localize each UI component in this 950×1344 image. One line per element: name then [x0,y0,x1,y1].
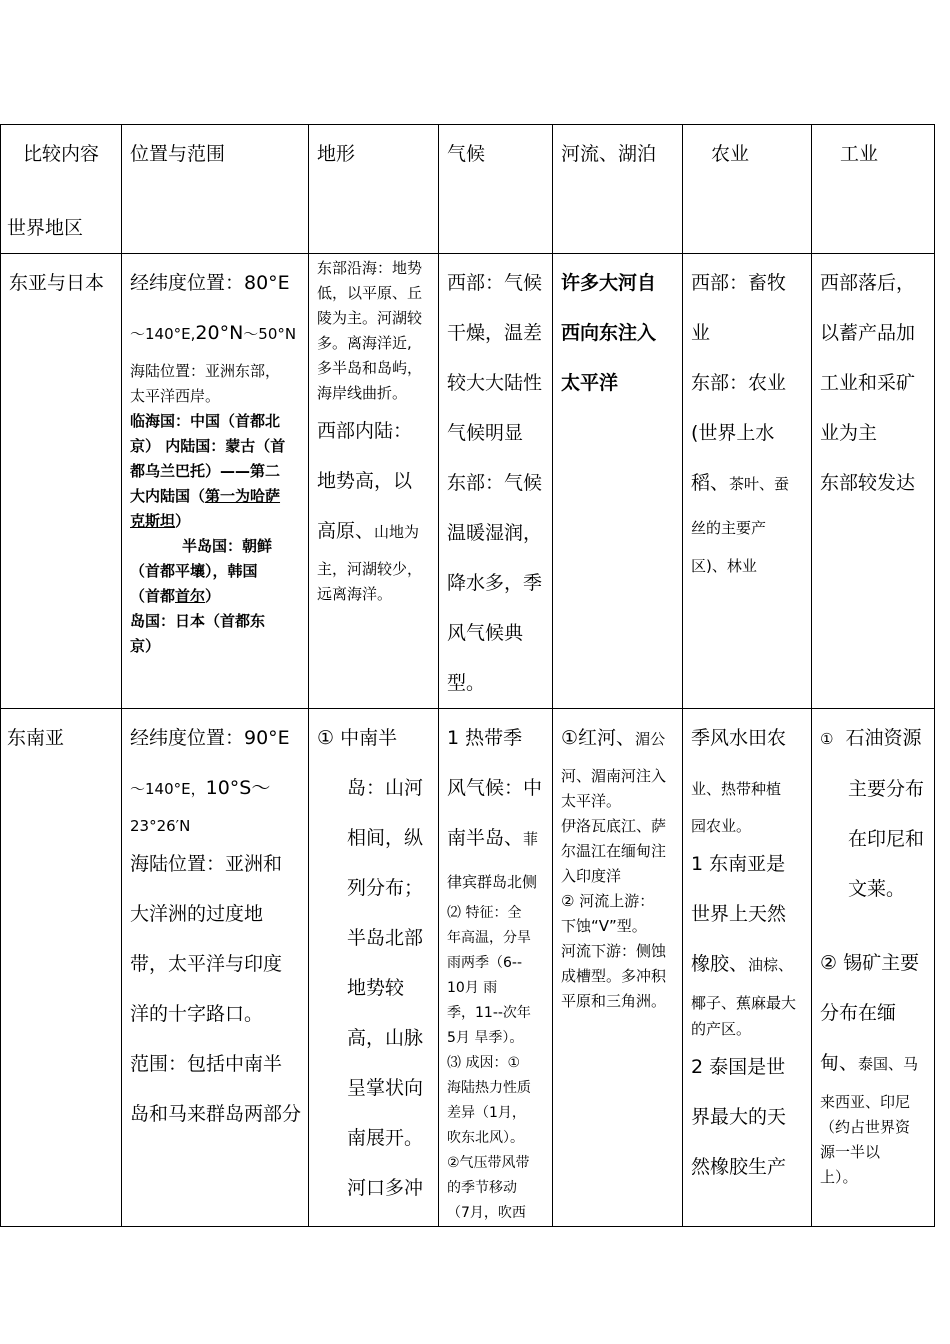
header-row [1,125,935,254]
location-cell [122,709,309,1227]
text-line: 西部落后， [820,272,916,294]
header-location-label: 位置与范围 [130,143,226,165]
coord-line: 经纬度位置：80°E [130,272,290,294]
text-line: 多。离海洋近, [317,334,412,352]
text-line: 稻、茶叶、蚕 [691,472,790,494]
text-line: 年高温，分旱 [447,930,531,946]
region-name: 东南亚 [7,727,65,749]
text-line: 来西亚、印尼 [820,1093,911,1111]
text-line: 海岸线曲折。 [317,384,408,402]
header-climate-label: 气候 [447,143,486,165]
text-line: 海陆热力性质 [447,1080,531,1096]
text-line: 上）。 [820,1168,858,1186]
text-line: ②气压带风带 [447,1155,530,1171]
text-line: 的季节移动 [447,1180,517,1196]
region-label: 世界地区 [7,217,84,239]
text-line: 律宾群岛北侧 [447,873,538,891]
text-line: 半岛北部 [347,927,424,949]
text-line: ⑶ 成因：① [447,1055,521,1071]
text-line: 岛：山河 [347,777,424,799]
text-line: 洋的十字路口。 [130,1003,264,1025]
text-line: 1 东南亚是 [691,853,786,875]
header-climate [439,125,553,254]
text-line: 降水多，季 [447,572,543,594]
text-line: 季风水田农 [691,727,787,749]
text-line: 世界上天然 [691,903,787,925]
text-line: 地势高，以 [317,470,413,492]
text-line: 成槽型。多冲积 [561,967,667,985]
text-line: 温暖湿润， [447,522,543,544]
text-line: 业、热带种植 [691,780,782,798]
industry-cell [812,709,935,1227]
text-line: 呈掌状向 [347,1077,424,1099]
text-line: 多半岛和岛屿， [317,359,423,377]
header-location [122,125,309,254]
region-cell [1,709,122,1227]
text-line: 业为主 [820,422,878,444]
climate-cell [439,709,553,1227]
text-line: 23°26′N [130,817,191,835]
text-line: 克斯坦） [130,512,191,530]
text-line: 季，11--次年 [447,1005,531,1021]
text-line: 风气候：中 [447,777,543,799]
text-line: 橡胶、油棕、 [691,953,794,975]
header-agriculture [683,125,812,254]
region-name: 东亚与日本 [9,272,105,294]
text-line: 岛和马来群岛两部分 [130,1103,302,1125]
coord-range-line: ～140°E,20°N～50°N [130,322,297,344]
text-line: 主要分布 [848,778,925,800]
row-east-asia [1,254,935,709]
row-southeast-asia [1,709,935,1227]
climate-cell [439,254,553,709]
text-line: ② 河流上游： [561,892,655,910]
text-line: 南半岛、菲 [447,827,539,849]
text-line: ② 锡矿主要 [820,952,920,974]
text-line: 河口多冲 [347,1177,424,1199]
text-line: 西部：气候 [447,272,543,294]
text-line: 许多大河自 [561,272,657,294]
agriculture-cell [683,254,812,709]
text-line: ①红河、湄公 [561,727,666,749]
text-line: 太平洋 [561,372,619,394]
text-line: 业 [691,322,711,344]
text-line: 伊洛瓦底江、萨 [561,817,667,835]
header-compare-cell [1,125,122,254]
text-line: 太平洋西岸。 [130,387,221,405]
text-line: 临海国：中国（首都北 [130,412,281,430]
text-line: 高原、山地为 [317,520,420,542]
text-line: （首都平壤），韩国 [130,562,258,580]
location-cell [122,254,309,709]
text-line: 雨两季（6-- [447,955,523,971]
header-rivers-label: 河流、湖泊 [561,143,657,165]
text-line: 都乌兰巴托）——第二 [130,462,281,480]
text-line: 的产区。 [691,1020,752,1038]
text-line: 型。 [447,672,486,694]
text-line: 西向东注入 [561,322,657,344]
header-agriculture-label: 农业 [711,143,750,165]
text-line: (世界上水 [691,422,775,444]
text-line: 西部：畜牧 [691,272,787,294]
text-line: 文莱。 [848,878,906,900]
header-industry-label: 工业 [840,143,879,165]
text-line: ～140°E，10°S～ [130,777,271,799]
text-line: 在印尼和 [848,828,925,850]
text-line: 10月 雨 [447,980,498,996]
text-line: 然橡胶生产 [691,1156,787,1178]
text-line: （首都首尔） [130,587,221,605]
text-line: 东部：气候 [447,472,543,494]
text-line: （约占世界资 [820,1118,911,1136]
header-terrain [309,125,439,254]
text-line: 5月 旱季）。 [447,1030,524,1046]
text-line: 差异（1月， [447,1105,526,1121]
text-line: 工业和采矿 [820,372,916,394]
text-line: 河、湄南河注入 [561,767,667,785]
text-line: 界最大的天 [691,1106,787,1128]
rivers-cell [553,709,683,1227]
text-line: 南展开。 [347,1127,424,1149]
text-line: 以蓄产品加 [820,322,916,344]
text-line: 陵为主。河湖较 [317,309,423,327]
terrain-cell [309,709,439,1227]
text-line: 低，以平原、丘 [317,284,423,302]
text-line: 干燥，温差 [447,322,543,344]
text-line: 分布在缅 [820,1002,897,1024]
text-line: 2 泰国是世 [691,1056,786,1078]
text-line: 园农业。 [691,817,752,835]
text-line: 吹东北风）。 [447,1130,524,1146]
text-line: 气候明显 [447,422,524,444]
text-line: 京） 内陆国：蒙古（首 [130,437,286,455]
agriculture-cell [683,709,812,1227]
text-line: 区)、林业 [691,557,757,575]
text-line: 带，太平洋与印度 [130,953,283,975]
text-line: 河流下游：侧蚀 [561,942,667,960]
rivers-cell [553,254,683,709]
text-line: 东部沿海：地势 [317,259,423,277]
sea-land-line: 海陆位置：亚洲东部， [130,362,281,380]
text-line: 风气候典 [447,622,524,644]
text-line: 远离海洋。 [317,585,393,603]
text-line: 主，河湖较少， [317,560,423,578]
text-line: 海陆位置：亚洲和 [130,853,283,875]
header-rivers [553,125,683,254]
region-cell [1,254,122,709]
text-line: 经纬度位置：90°E [130,727,290,749]
header-industry [812,125,935,254]
text-line: 地势较 [347,977,405,999]
text-line: 甸、泰国、马 [820,1052,919,1074]
text-line: 椰子、蕉麻最大 [691,994,797,1012]
text-line: ① 石油资源 [820,727,922,749]
geography-comparison-table [0,124,935,1227]
text-line: 平原和三角洲。 [561,992,667,1010]
text-line: 京） [130,637,161,655]
text-line: 较大大陆性 [447,372,543,394]
text-line: 大洋洲的过度地 [130,903,264,925]
text-line: ⑵ 特征：全 [447,905,522,921]
compare-label: 比较内容 [23,143,100,165]
text-line: 源一半以 [820,1143,881,1161]
header-terrain-label: 地形 [317,143,356,165]
text-line: 相间，纵 [347,827,424,849]
text-line: ① 中南半 [317,727,398,749]
text-line: 尔温江在缅甸注 [561,842,667,860]
text-line: 岛国：日本（首都东 [130,612,266,630]
text-line: （7月，吹西 [447,1205,526,1221]
text-line: 高，山脉 [347,1027,424,1049]
text-line: 西部内陆： [317,420,413,442]
terrain-cell [309,254,439,709]
text-line: 列分布； [347,877,424,899]
text-line: 大内陆国（第一为哈萨 [130,487,281,505]
text-line: 东部：农业 [691,372,787,394]
industry-cell [812,254,935,709]
text-line: 下蚀“V”型。 [561,917,647,935]
text-line: 入印度洋 [561,867,622,885]
text-line: 丝的主要产 [691,519,767,537]
text-line: 太平洋。 [561,792,622,810]
text-line: 范围：包括中南半 [130,1053,283,1075]
text-line: 东部较发达 [820,472,916,494]
text-line: 半岛国：朝鲜 [182,537,273,555]
text-line: 1 热带季 [447,727,523,749]
